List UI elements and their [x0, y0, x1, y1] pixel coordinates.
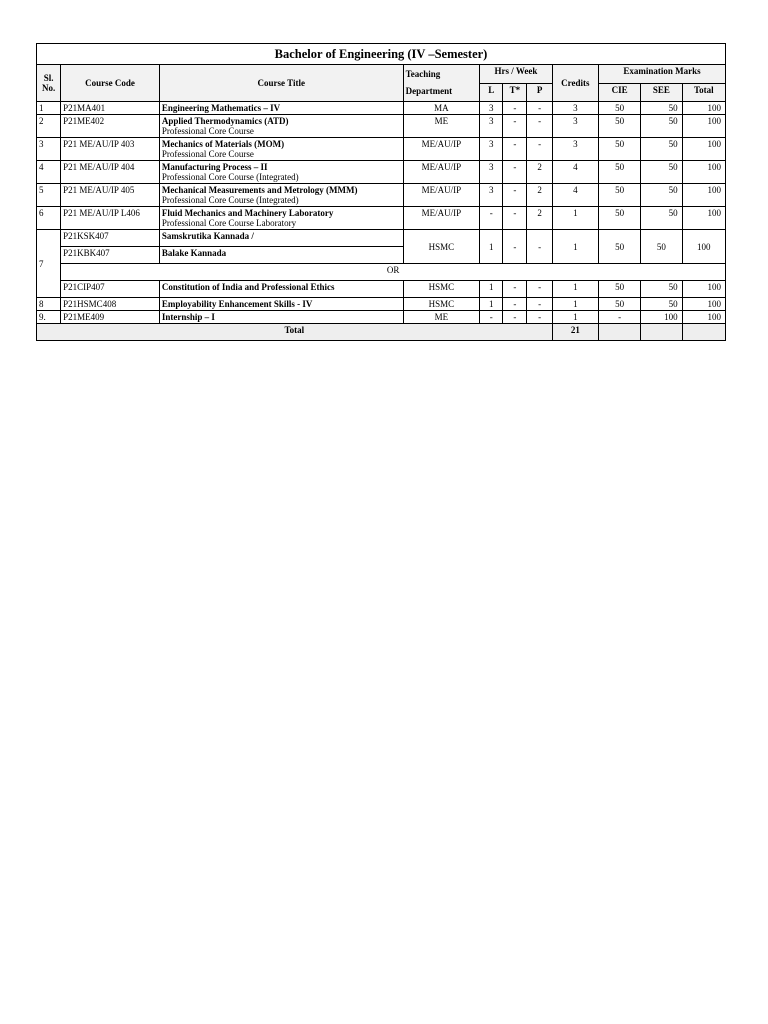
- title-cell: [159, 207, 403, 230]
- course-title-header: Course Title: [159, 65, 403, 102]
- total-credits: 21: [552, 324, 598, 341]
- code-cell: P21CIP407: [61, 281, 160, 298]
- sl-cell: 9.: [37, 311, 61, 324]
- course-code-header: Course Code: [61, 65, 160, 102]
- t-cell: -: [503, 207, 527, 230]
- credits-cell: 1: [552, 207, 598, 230]
- course-category: Professional Core Course Laboratory: [161, 218, 297, 228]
- credits-cell: 3: [552, 115, 598, 138]
- l-cell: 1: [480, 298, 503, 311]
- or-label: OR: [61, 264, 726, 281]
- credits-cell: 1: [552, 311, 598, 324]
- cie-cell: 50: [598, 207, 640, 230]
- t-header: T*: [503, 83, 527, 102]
- empty-cell: [641, 324, 682, 341]
- total-cell: 100: [682, 115, 725, 138]
- l-cell: 3: [480, 102, 503, 115]
- see-cell: 50: [641, 207, 682, 230]
- table-row: [37, 311, 726, 324]
- code-cell: P21KSK407: [61, 230, 160, 247]
- l-cell: 3: [480, 115, 503, 138]
- course-category: Professional Core Course: [161, 126, 254, 136]
- see-cell: 50: [641, 281, 682, 298]
- code-cell: P21KBK407: [61, 247, 160, 264]
- code-cell: P21 ME/AU/IP 404: [61, 161, 160, 184]
- cie-cell: 50: [598, 298, 640, 311]
- l-cell: -: [480, 207, 503, 230]
- t-cell: -: [503, 230, 527, 264]
- or-row: [37, 264, 726, 281]
- dept-cell: ME/AU/IP: [403, 184, 480, 207]
- cie-cell: 50: [598, 281, 640, 298]
- t-cell: -: [503, 102, 527, 115]
- title-cell: [159, 298, 403, 311]
- p-cell: 2: [527, 161, 552, 184]
- scheme-table: [36, 43, 726, 341]
- code-cell: P21MA401: [61, 102, 160, 115]
- title-cell: [159, 311, 403, 324]
- total-header: Total: [682, 83, 725, 102]
- cie-cell: 50: [598, 161, 640, 184]
- cie-cell: -: [598, 311, 640, 324]
- p-cell: 2: [527, 207, 552, 230]
- course-title: Manufacturing Process – II: [161, 162, 268, 172]
- dept-cell: ME: [403, 311, 480, 324]
- cie-cell: 50: [598, 184, 640, 207]
- empty-cell: [598, 324, 640, 341]
- total-cell: 100: [682, 311, 725, 324]
- table-row: [37, 115, 726, 138]
- sl-cell: 8: [37, 298, 61, 311]
- sl-no-header: Sl. No.: [37, 65, 61, 102]
- code-cell: P21 ME/AU/IP 403: [61, 138, 160, 161]
- table-row: [37, 207, 726, 230]
- course-title: Applied Thermodynamics (ATD): [161, 116, 289, 126]
- t-cell: -: [503, 298, 527, 311]
- t-cell: -: [503, 311, 527, 324]
- dept-cell: MA: [403, 102, 480, 115]
- title-cell: [159, 102, 403, 115]
- t-cell: -: [503, 281, 527, 298]
- table-row: [37, 298, 726, 311]
- dept-cell: HSMC: [403, 298, 480, 311]
- total-cell: 100: [682, 281, 725, 298]
- title-cell: Constitution of India and Professional Ethics: [159, 281, 403, 298]
- code-cell: P21ME409: [61, 311, 160, 324]
- dept-cell: ME/AU/IP: [403, 138, 480, 161]
- credits-cell: 3: [552, 102, 598, 115]
- p-cell: -: [527, 298, 552, 311]
- sl-cell: 1: [37, 102, 61, 115]
- empty-cell: [682, 324, 725, 341]
- total-cell: 100: [682, 184, 725, 207]
- credits-cell: 1: [552, 230, 598, 264]
- sl-cell: 2: [37, 115, 61, 138]
- see-header: SEE: [641, 83, 682, 102]
- l-cell: -: [480, 311, 503, 324]
- total-cell: 100: [682, 230, 725, 264]
- table-row: [37, 138, 726, 161]
- title-cell: [159, 184, 403, 207]
- total-cell: 100: [682, 298, 725, 311]
- l-cell: 1: [480, 230, 503, 264]
- table-row: [37, 281, 726, 298]
- title-cell: Samskrutika Kannada /: [159, 230, 403, 247]
- sl-cell: 6: [37, 207, 61, 230]
- see-cell: 50: [641, 230, 682, 264]
- table-row: [37, 161, 726, 184]
- p-cell: -: [527, 102, 552, 115]
- cie-cell: 50: [598, 230, 640, 264]
- see-cell: 50: [641, 161, 682, 184]
- l-cell: 3: [480, 161, 503, 184]
- code-cell: P21 ME/AU/IP L406: [61, 207, 160, 230]
- see-cell: 50: [641, 184, 682, 207]
- course-title: Engineering Mathematics – IV: [161, 103, 281, 113]
- p-cell: 2: [527, 184, 552, 207]
- sl-cell: 4: [37, 161, 61, 184]
- t-cell: -: [503, 184, 527, 207]
- credits-cell: 3: [552, 138, 598, 161]
- course-category: Professional Core Course (Integrated): [161, 172, 299, 182]
- t-cell: -: [503, 115, 527, 138]
- p-cell: -: [527, 281, 552, 298]
- dept-cell: HSMC: [403, 230, 480, 264]
- l-cell: 1: [480, 281, 503, 298]
- p-cell: -: [527, 230, 552, 264]
- hrs-week-header: Hrs / Week: [480, 65, 553, 84]
- t-cell: -: [503, 161, 527, 184]
- see-cell: 50: [641, 138, 682, 161]
- p-cell: -: [527, 115, 552, 138]
- title-cell: [159, 138, 403, 161]
- title-cell: Balake Kannada: [159, 247, 403, 264]
- course-title: Mechanics of Materials (MOM): [161, 139, 285, 149]
- course-title: Internship – I: [161, 312, 215, 322]
- p-cell: -: [527, 138, 552, 161]
- table-row: [37, 230, 726, 247]
- total-cell: 100: [682, 102, 725, 115]
- course-title: Employability Enhancement Skills - IV: [161, 299, 313, 309]
- title-cell: [159, 115, 403, 138]
- t-cell: -: [503, 138, 527, 161]
- p-cell: -: [527, 311, 552, 324]
- see-cell: 50: [641, 298, 682, 311]
- exam-marks-header: Examination Marks: [598, 65, 725, 84]
- total-cell: 100: [682, 161, 725, 184]
- credits-header: Credits: [552, 65, 598, 102]
- dept-cell: ME/AU/IP: [403, 207, 480, 230]
- credits-cell: 4: [552, 184, 598, 207]
- sl-cell: 7: [37, 230, 61, 298]
- credits-cell: 4: [552, 161, 598, 184]
- cie-header: CIE: [598, 83, 640, 102]
- l-cell: 3: [480, 138, 503, 161]
- course-title: Fluid Mechanics and Machinery Laboratory: [161, 208, 334, 218]
- total-cell: 100: [682, 138, 725, 161]
- scheme-document: [36, 43, 726, 341]
- code-cell: P21HSMC408: [61, 298, 160, 311]
- course-category: Professional Core Course (Integrated): [161, 195, 299, 205]
- total-row: [37, 324, 726, 341]
- course-category: Professional Core Course: [161, 149, 254, 159]
- sl-cell: 5: [37, 184, 61, 207]
- l-cell: 3: [480, 184, 503, 207]
- dept-cell: HSMC: [403, 281, 480, 298]
- code-cell: P21 ME/AU/IP 405: [61, 184, 160, 207]
- total-cell: 100: [682, 207, 725, 230]
- credits-cell: 1: [552, 298, 598, 311]
- dept-cell: ME: [403, 115, 480, 138]
- table-row: [37, 184, 726, 207]
- cie-cell: 50: [598, 138, 640, 161]
- cie-cell: 50: [598, 115, 640, 138]
- sl-cell: 3: [37, 138, 61, 161]
- teaching-dept-header: Teaching Department: [403, 65, 480, 102]
- l-header: L: [480, 83, 503, 102]
- table-row: [37, 102, 726, 115]
- code-cell: P21ME402: [61, 115, 160, 138]
- title-cell: [159, 161, 403, 184]
- table-title: Bachelor of Engineering (IV –Semester): [37, 44, 726, 65]
- course-title: Mechanical Measurements and Metrology (MMM): [161, 185, 358, 195]
- credits-cell: 1: [552, 281, 598, 298]
- see-cell: 50: [641, 102, 682, 115]
- see-cell: 100: [641, 311, 682, 324]
- dept-cell: ME/AU/IP: [403, 161, 480, 184]
- p-header: P: [527, 83, 552, 102]
- total-label: Total: [37, 324, 553, 341]
- cie-cell: 50: [598, 102, 640, 115]
- see-cell: 50: [641, 115, 682, 138]
